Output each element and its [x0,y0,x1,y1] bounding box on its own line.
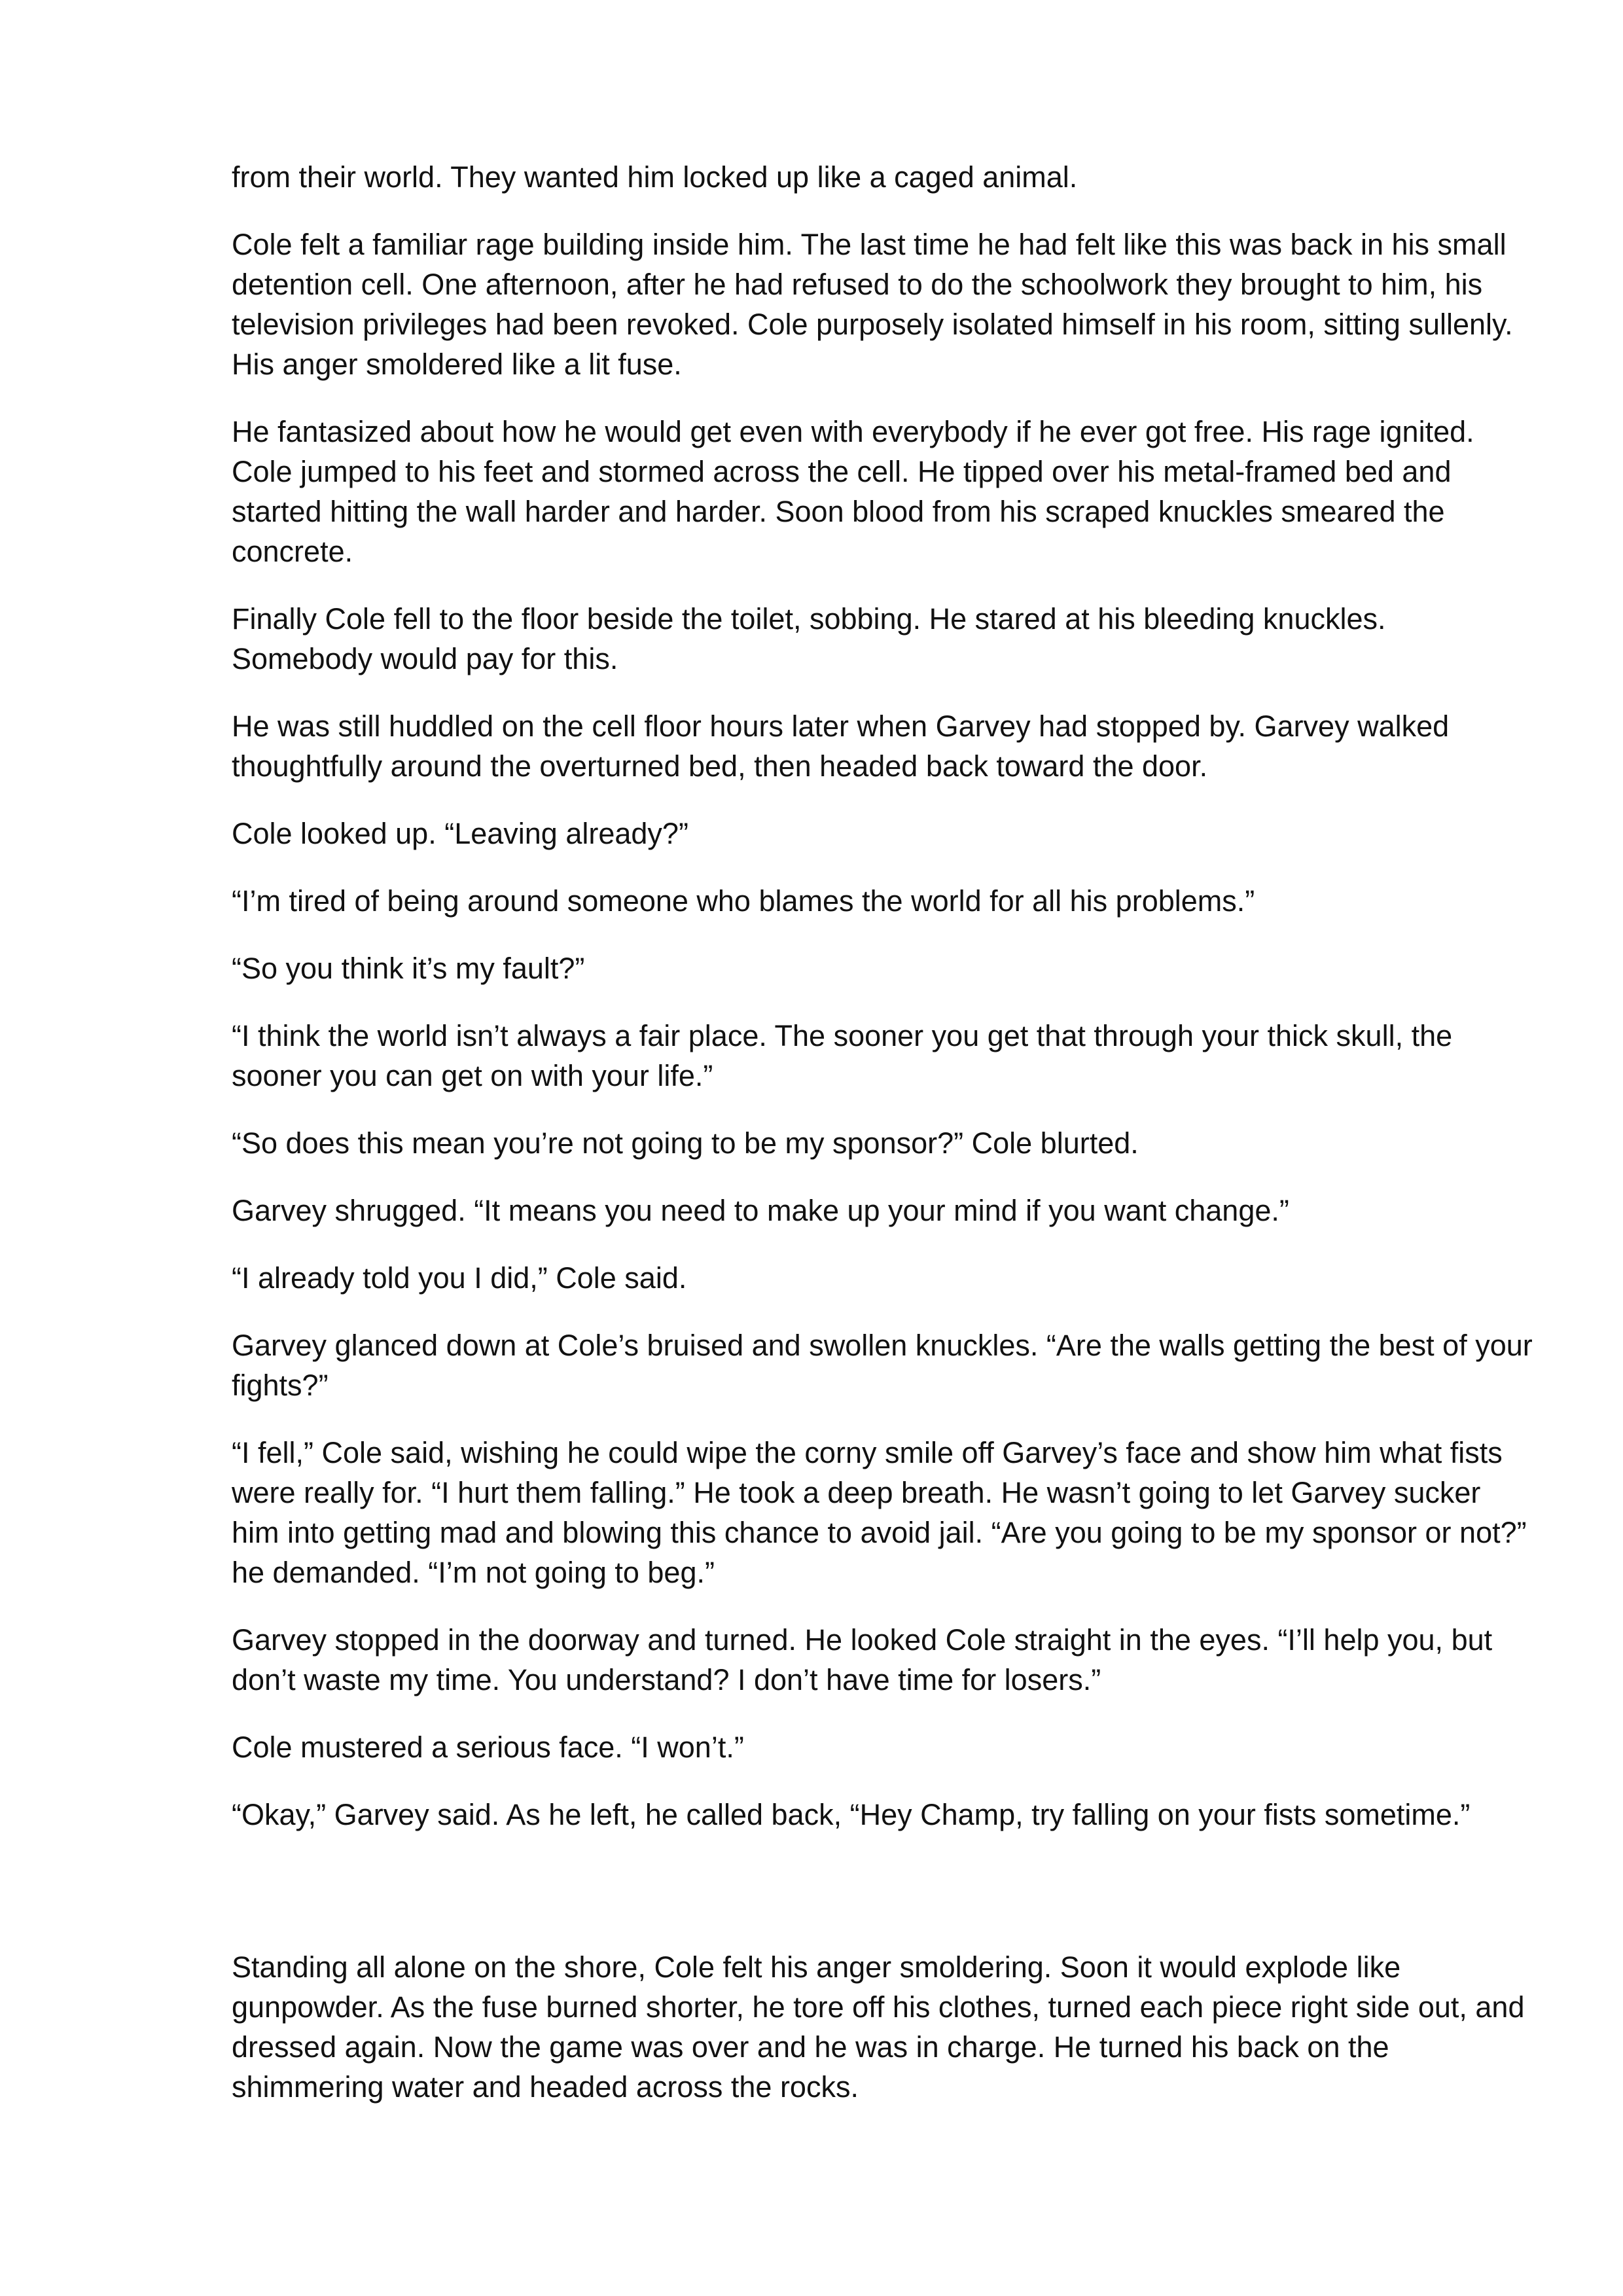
paragraph-7: “I’m tired of being around someone who blames the world for all his problems.” [232,884,1255,918]
paragraph-8: “So you think it’s my fault?” [232,952,585,985]
paragraph-11: Garvey shrugged. “It means you need to make up your mind if you want change.” [232,1194,1289,1227]
closing-paragraph: Standing all alone on the shore, Cole felt his anger smoldering. Soon it would explode like gunpowder. As the fuse burned shorter, he tore off his clothes, turned each piece right side out, and dressed again. Now the game was over and he was in charge. He turned his back on the shimmering water and headed across the rocks. [232,1950,1525,2104]
paragraph-12: “I already told you I did,” Cole said. [232,1261,687,1295]
paragraph-10: “So does this mean you’re not going to be my sponsor?” Cole blurted. [232,1126,1139,1160]
paragraph-13: Garvey glanced down at Cole’s bruised and swollen knuckles. “Are the walls getting the best of your fights?” [232,1329,1533,1402]
paragraph-6: Cole looked up. “Leaving already?” [232,817,688,850]
document-page [232,157,1534,2134]
paragraph-16: Cole mustered a serious face. “I won’t.” [232,1731,744,1764]
paragraph-9: “I think the world isn’t always a fair place. The sooner you get that through your thick skull, the sooner you can get on with your life.” [232,1019,1453,1092]
paragraph-5: He was still huddled on the cell floor hours later when Garvey had stopped by. Garvey walked thoughtfully around the overturned bed, then headed back toward the door. [232,709,1450,783]
paragraph-15: Garvey stopped in the doorway and turned. He looked Cole straight in the eyes. “I’ll help you, but don’t waste my time. You understand? I don’t have time for losers.” [232,1623,1493,1696]
paragraph-4: Finally Cole fell to the floor beside the toilet, sobbing. He stared at his bleeding knuckles. Somebody would pay for this. [232,602,1386,675]
paragraph-1: from their world. They wanted him locked up like a caged animal. [232,160,1078,194]
paragraph-17: “Okay,” Garvey said. As he left, he called back, “Hey Champ, try falling on your fists sometime.” [232,1798,1471,1831]
paragraph-2: Cole felt a familiar rage building inside him. The last time he had felt like this was back in his small detention cell. One afternoon, after he had refused to do the schoolwork they brought to him, his television privileges had been revoked. Cole purposely isolated himself in his room, sitting sullenly. His anger smoldered like a lit fuse. [232,228,1513,381]
section-break [232,1862,1534,1947]
paragraph-14: “I fell,” Cole said, wishing he could wipe the corny smile off Garvey’s face and show him what fists were really for. “I hurt them falling.” He took a deep breath. He wasn’t going to let Garvey sucker him into getting mad and blowing this chance to avoid jail. “Are you going to be my sponsor or not?” he demanded. “I’m not going to beg.” [232,1436,1527,1589]
paragraph-3: He fantasized about how he would get even with everybody if he ever got free. His rage ignited. Cole jumped to his feet and stormed across the cell. He tipped over his metal-framed bed and started hitting the wall harder and harder. Soon blood from his scraped knuckles smeared the concrete. [232,415,1474,568]
